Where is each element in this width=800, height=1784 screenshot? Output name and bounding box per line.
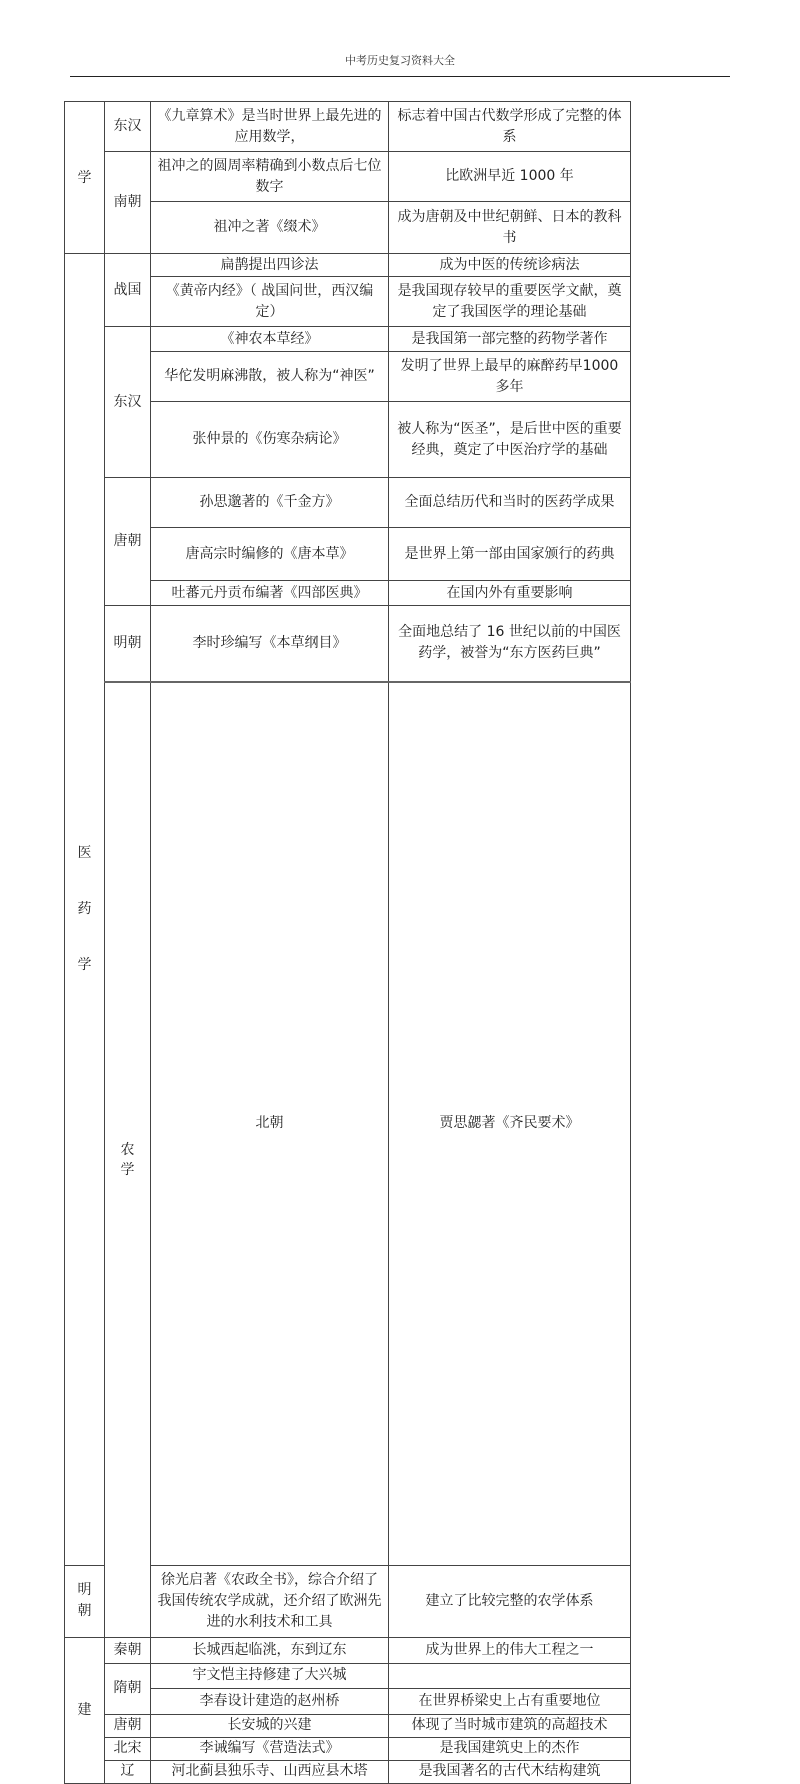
table-row [65, 102, 631, 152]
category-char: 建 [77, 1702, 92, 1718]
significance-cell: 建立了比较完整的农学体系 [389, 1565, 631, 1637]
dynasty-cell: 唐朝 [105, 478, 151, 606]
dynasty-cell: 辽 [105, 1760, 151, 1783]
table-row [65, 327, 631, 352]
category-char: 学 [77, 957, 92, 974]
significance-cell: 比欧洲早近 1000 年 [389, 152, 631, 202]
significance-cell: 在国内外有重要影响 [389, 581, 631, 606]
header-divider [70, 76, 730, 77]
significance-cell: 是世界上第一部由国家颁行的药典 [389, 528, 631, 581]
dynasty-cell: 明朝 [65, 1565, 105, 1637]
category-char: 学 [120, 1161, 135, 1178]
table-row [65, 254, 631, 277]
significance-cell: 是我国第一部完整的药物学著作 [389, 327, 631, 352]
achievement-cell: 李诫编写《营造法式》 [151, 1737, 389, 1760]
achievement-cell: 长安城的兴建 [151, 1714, 389, 1737]
category-cell [65, 1637, 105, 1783]
table-row [65, 152, 631, 202]
table-row [65, 1737, 631, 1760]
table-row [65, 1760, 631, 1783]
achievement-cell: 张仲景的《伤寒杂病论》 [151, 402, 389, 478]
significance-cell: 在世界桥梁史上占有重要地位 [389, 1688, 631, 1714]
achievement-cell: 宇文恺主持修建了大兴城 [151, 1663, 389, 1688]
table-row [65, 682, 631, 1566]
significance-cell: 是我国现存较早的重要医学文献，奠定了我国医学的理论基础 [389, 277, 631, 327]
dynasty-cell: 东汉 [105, 327, 151, 478]
dynasty-cell: 秦朝 [105, 1637, 151, 1663]
category-cell [65, 102, 105, 254]
achievement-cell: 《黄帝内经》（ 战国问世，西汉编定） [151, 277, 389, 327]
achievement-cell: 孙思邈著的《千金方》 [151, 478, 389, 528]
significance-cell [389, 1663, 631, 1688]
significance-cell: 被人称为“医圣”，是后世中医的重要经典，奠定了中医治疗学的基础 [389, 402, 631, 478]
achievement-cell: 河北蓟县独乐寺、山西应县木塔 [151, 1760, 389, 1783]
achievement-cell: 李春设计建造的赵州桥 [151, 1688, 389, 1714]
category-char: 农 [120, 1141, 135, 1158]
category-char: 学 [77, 169, 92, 186]
significance-cell: 全面总结历代和当时的医药学成果 [389, 478, 631, 528]
significance-cell: 标志着中国古代数学形成了完整的体系 [389, 102, 631, 152]
category-char: 药 [77, 901, 92, 918]
significance-cell: 成为世界上的伟大工程之一 [389, 1637, 631, 1663]
significance-cell: 全面地总结了 16 世纪以前的中国医药学，被誉为“东方医药巨典” [389, 606, 631, 682]
significance-cell: 是我国建筑史上的杰作 [389, 1737, 631, 1760]
significance-cell: 发明了世界上最早的麻醉药早1000 多年 [389, 352, 631, 402]
achievement-cell: 扁鹊提出四诊法 [151, 254, 389, 277]
dynasty-cell: 战国 [105, 254, 151, 327]
achievement-cell: 徐光启著《农政全书》，综合介绍了我国传统农学成就，还介绍了欧洲先进的水利技术和工具 [151, 1565, 389, 1637]
significance-cell: 体现了当时城市建筑的高超技术 [389, 1714, 631, 1737]
significance-cell: 成为中医的传统诊病法 [389, 254, 631, 277]
table-row [65, 478, 631, 528]
history-achievements-table [64, 101, 631, 1784]
category-cell [65, 254, 105, 1566]
dynasty-cell: 北朝 [151, 682, 389, 1566]
table-row [65, 1663, 631, 1688]
category-char: 医 [77, 845, 92, 862]
dynasty-cell: 北宋 [105, 1737, 151, 1760]
significance-cell: 是我国著名的古代木结构建筑 [389, 1760, 631, 1783]
achievement-cell: 唐高宗时编修的《唐本草》 [151, 528, 389, 581]
achievement-cell: 华佗发明麻沸散，被人称为“神医” [151, 352, 389, 402]
dynasty-cell: 南朝 [105, 152, 151, 254]
dynasty-cell: 唐朝 [105, 1714, 151, 1737]
dynasty-cell: 隋朝 [105, 1663, 151, 1714]
achievement-cell: 贾思勰著《齐民要术》 [389, 682, 631, 1566]
table-row [65, 1637, 631, 1663]
achievement-cell: 《九章算术》是当时世界上最先进的应用数学， [151, 102, 389, 152]
category-cell [105, 682, 151, 1638]
achievement-cell: 李时珍编写《本草纲目》 [151, 606, 389, 682]
page-header-title: 中考历史复习资料大全 [345, 54, 455, 67]
dynasty-cell: 东汉 [105, 102, 151, 152]
dynasty-cell: 明朝 [105, 606, 151, 682]
achievement-cell: 祖冲之著《缀术》 [151, 202, 389, 254]
achievement-cell: 吐蕃元丹贡布编著《四部医典》 [151, 581, 389, 606]
achievement-cell: 长城西起临洮，东到辽东 [151, 1637, 389, 1663]
table-row [65, 606, 631, 682]
achievement-cell: 祖冲之的圆周率精确到小数点后七位数字 [151, 152, 389, 202]
significance-cell: 成为唐朝及中世纪朝鲜、日本的教科书 [389, 202, 631, 254]
table-row [65, 1714, 631, 1737]
achievement-cell: 《神农本草经》 [151, 327, 389, 352]
